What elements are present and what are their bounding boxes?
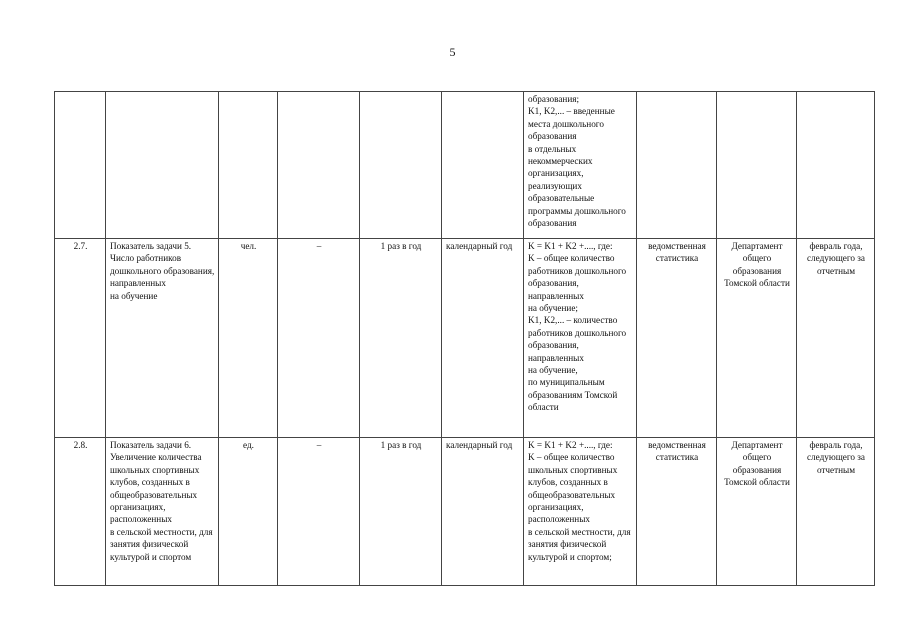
table-row bbox=[55, 438, 875, 586]
data-source-cell: ведомственная статистика bbox=[637, 438, 717, 586]
row-number-cell: 2.8. bbox=[55, 438, 106, 586]
indicator-name-cell: Показатель задачи 6. Увеличение количества школьных спортивных клубов, созданных в общеобразовательных организациях, расположенных в сельской местности, для занятия физической культурой и спортом bbox=[106, 438, 219, 586]
deadline-cell bbox=[797, 92, 875, 239]
deadline-cell: февраль года, следующего за отчетным bbox=[797, 438, 875, 586]
table-row bbox=[55, 239, 875, 438]
responsible-cell: Департамент общего образования Томской области bbox=[717, 239, 797, 438]
responsible-cell: Департамент общего образования Томской области bbox=[717, 438, 797, 586]
formula-cell: K = K1 + K2 +...., где: K – общее количество школьных спортивных клубов, созданных в общеобразовательных организациях, расположенных в сельской местности, для занятия физической культурой и спортом; bbox=[524, 438, 637, 586]
data-source-cell bbox=[637, 92, 717, 239]
unit-cell bbox=[219, 92, 278, 239]
indicator-name-cell: Показатель задачи 5. Число работников дошкольного образования, направленных на обучение bbox=[106, 239, 219, 438]
time-period-cell: календарный год bbox=[442, 438, 524, 586]
deadline-cell: февраль года, следующего за отчетным bbox=[797, 239, 875, 438]
indicators-table bbox=[54, 91, 875, 586]
base-value-cell: – bbox=[278, 239, 360, 438]
formula-cell: K = K1 + K2 +...., где: K – общее количество работников дошкольного образования, направленных на обучение; K1, K2,... – количество работников дошкольного образования, направленных на обучение, по муниципальным образованиям Томской области bbox=[524, 239, 637, 438]
table-row bbox=[55, 92, 875, 239]
formula-cell: образования; K1, K2,... – введенные места дошкольного образования в отдельных некоммерческих организациях, реализующих образовательные программы дошкольного образования bbox=[524, 92, 637, 239]
time-period-cell bbox=[442, 92, 524, 239]
base-value-cell bbox=[278, 92, 360, 239]
periodicity-cell: 1 раз в год bbox=[360, 239, 442, 438]
responsible-cell bbox=[717, 92, 797, 239]
row-number-cell bbox=[55, 92, 106, 239]
indicator-name-cell bbox=[106, 92, 219, 239]
base-value-cell: – bbox=[278, 438, 360, 586]
periodicity-cell bbox=[360, 92, 442, 239]
row-number-cell: 2.7. bbox=[55, 239, 106, 438]
unit-cell: ед. bbox=[219, 438, 278, 586]
time-period-cell: календарный год bbox=[442, 239, 524, 438]
data-source-cell: ведомственная статистика bbox=[637, 239, 717, 438]
page-number: 5 bbox=[449, 45, 456, 59]
periodicity-cell: 1 раз в год bbox=[360, 438, 442, 586]
unit-cell: чел. bbox=[219, 239, 278, 438]
